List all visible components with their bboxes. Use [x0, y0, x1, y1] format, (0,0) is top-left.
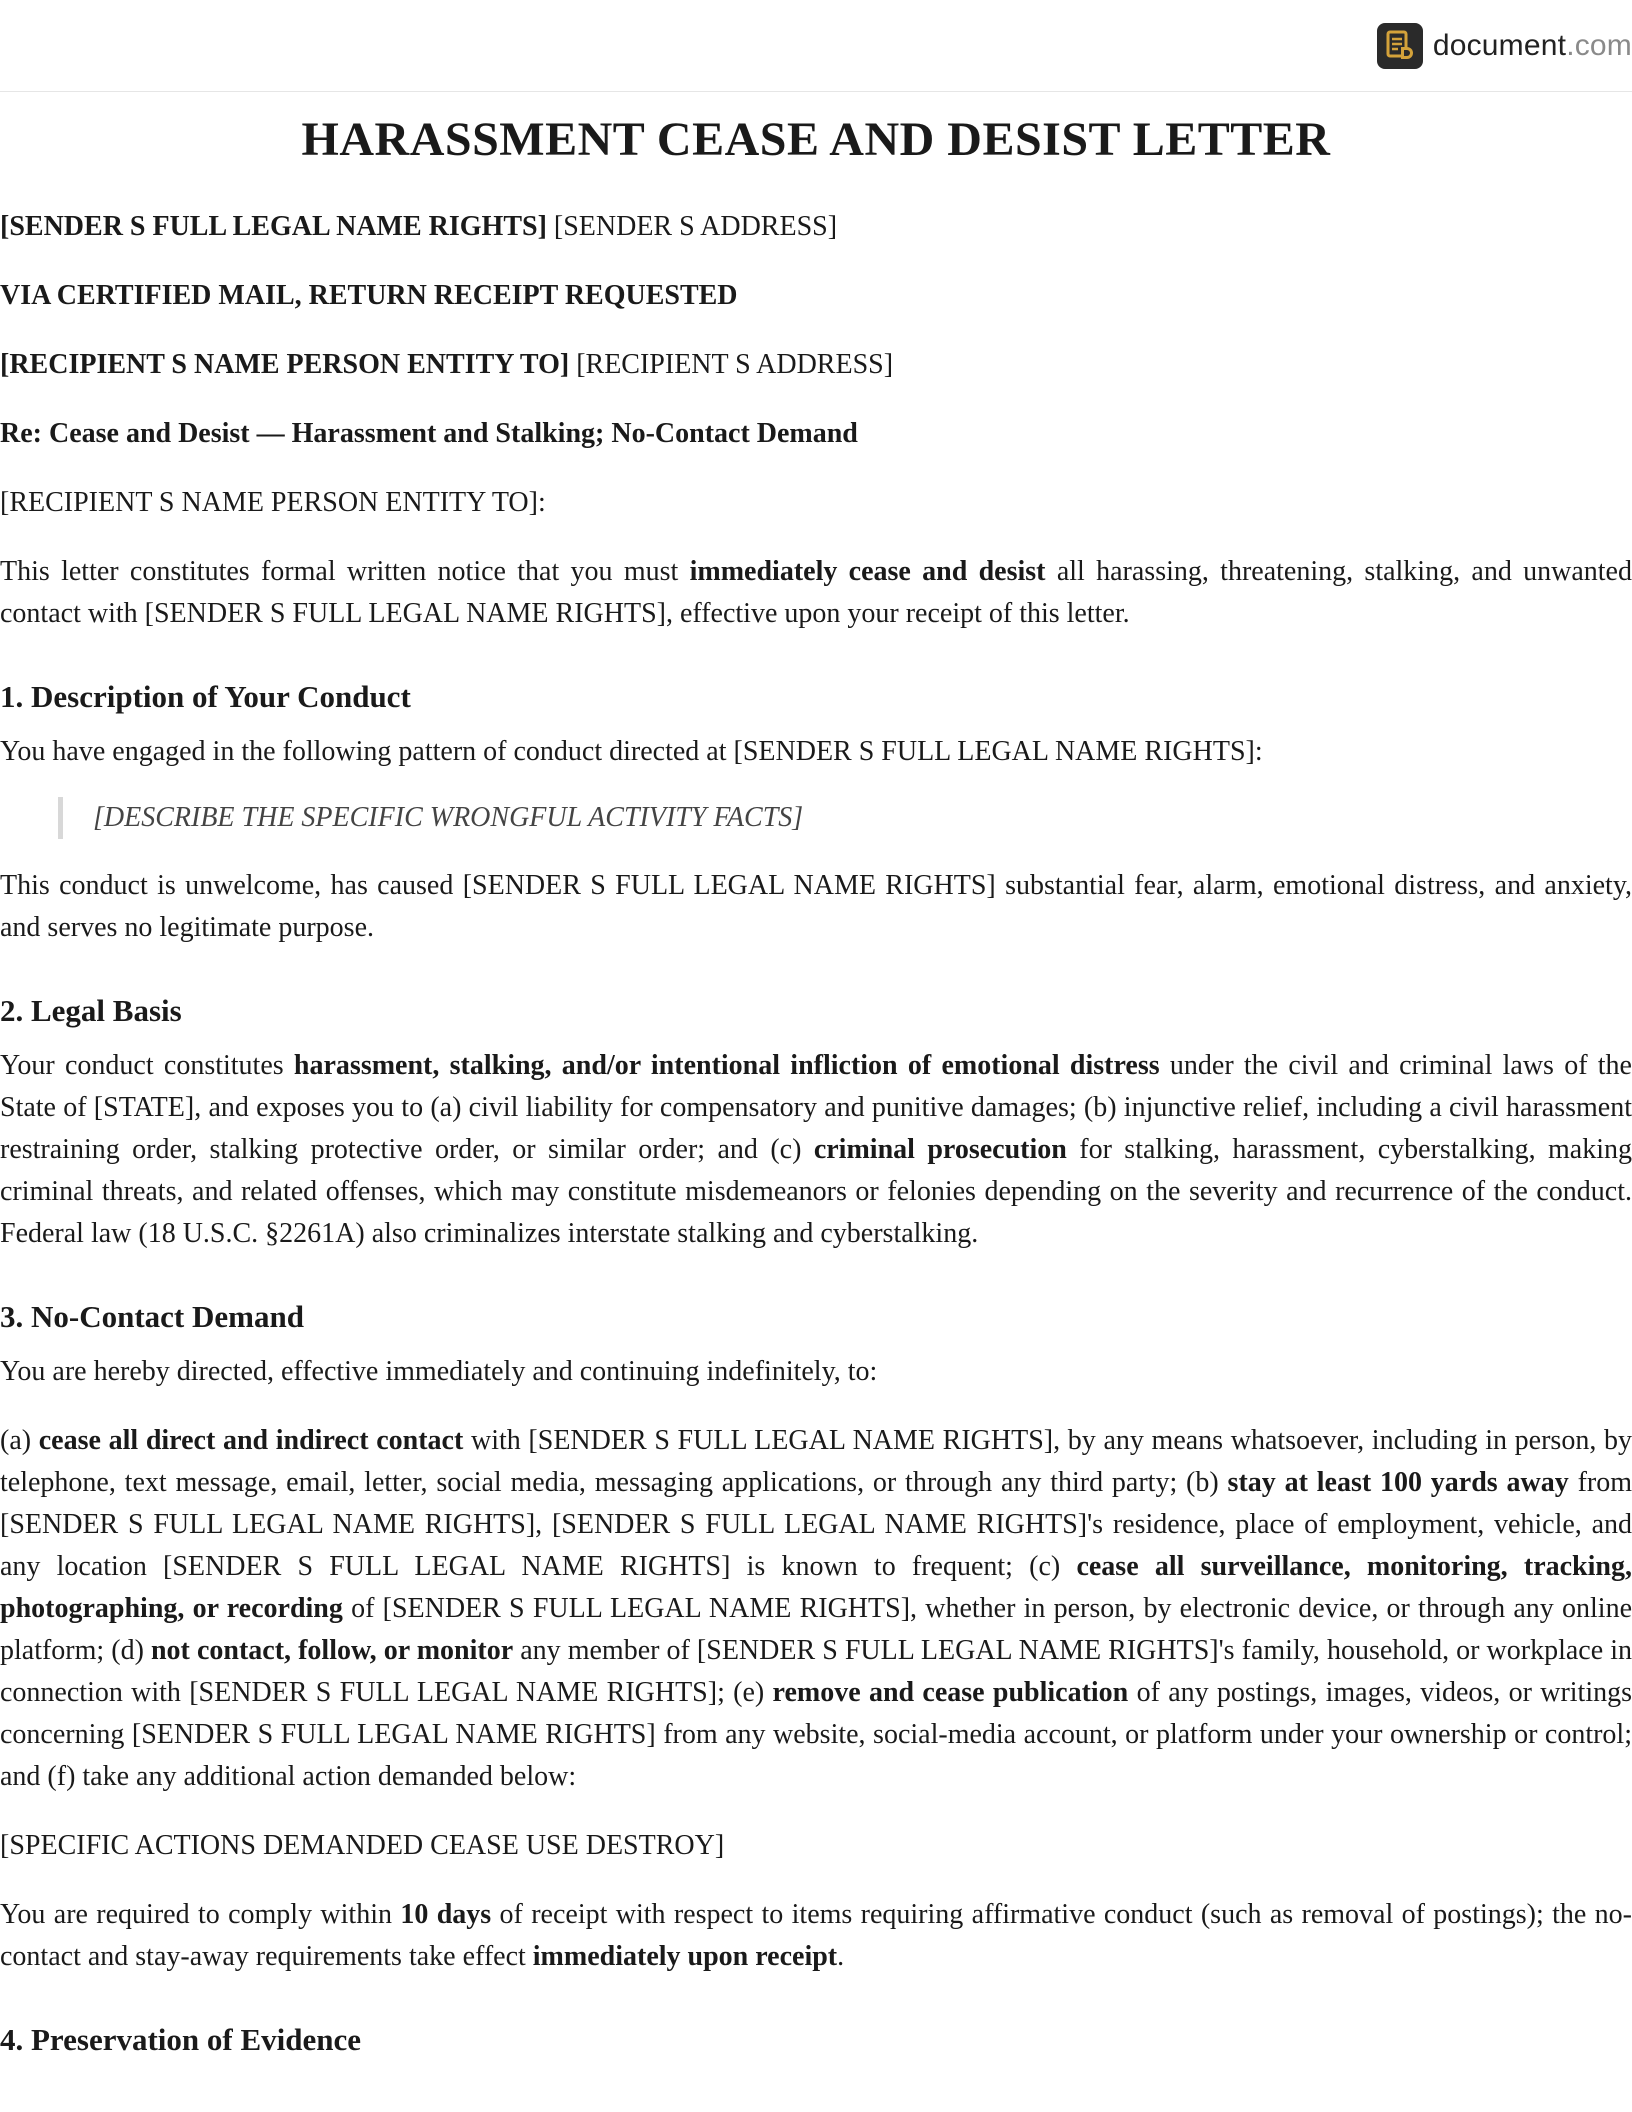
s3-text-6: of any postings, images, videos, or writings concerning [SENDER S FULL LEGAL NAME RIGHTS] from any website, social-media account, or platform under your ownership or control; and (f) take any additional action demanded below: [0, 1677, 1632, 1792]
intro-text-2: all harassing, threatening, stalking, and unwanted contact with [SENDER S FULL LEGAL NAME RIGHTS], effective upon your receipt of this letter. [0, 556, 1632, 629]
s3-text-1: (a) [0, 1425, 39, 1456]
section-heading-2: 2. Legal Basis [0, 993, 182, 1028]
conduct-blockquote: [DESCRIBE THE SPECIFIC WRONGFUL ACTIVITY FACTS] [58, 797, 1632, 839]
section3-lead: You are hereby directed, effective immediately and continuing indefinitely, to: [0, 1356, 878, 1387]
delivery-method [0, 275, 1632, 317]
recipient-name: [RECIPIENT S NAME PERSON ENTITY TO] [0, 349, 570, 380]
sender-block [0, 206, 1632, 248]
intro-bold-1: immediately cease and desist [689, 556, 1046, 587]
s3-comp-bold-1: 10 days [400, 1899, 492, 1930]
s3-bold-2: stay at least 100 yards away [1227, 1467, 1569, 1498]
intro-paragraph [0, 551, 1632, 635]
s2-bold-1: harassment, stalking, and/or intentional infliction of emotional distress [293, 1050, 1160, 1081]
s3-bold-5: remove and cease publication [772, 1677, 1129, 1708]
s3-text-4: of [SENDER S FULL LEGAL NAME RIGHTS], whether in person, by electronic device, or through any online platform; (d) [0, 1593, 1632, 1666]
s2-bold-2: criminal prosecution [813, 1134, 1067, 1165]
s3-comp-text-1: You are required to comply within [0, 1899, 401, 1930]
s3-text-5: any member of [SENDER S FULL LEGAL NAME RIGHTS]'s family, household, or workplace in connection with [SENDER S FULL LEGAL NAME RIGHTS]; (e) [0, 1635, 1632, 1708]
recipient-address: [RECIPIENT S ADDRESS] [569, 349, 894, 380]
brand-logo[interactable] [1377, 23, 1632, 69]
subject-line-text: Re: Cease and Desist — Harassment and Stalking; No-Contact Demand [0, 418, 858, 449]
intro-text-1: This letter constitutes formal written notice that you must [0, 556, 690, 587]
header-bar [0, 0, 1632, 92]
sender-name: [SENDER S FULL LEGAL NAME RIGHTS] [0, 211, 547, 242]
brand-name [1433, 29, 1632, 63]
s2-text-3: for stalking, harassment, cyberstalking, making criminal threats, and related offenses, which may constitute misdemeanors or felonies depending on the severity and recurrence of the conduct. Federal law (18 U.S.C. §2261A) also criminalizes interstate stalking and cyberstalking. [0, 1134, 1632, 1249]
section-heading-1: 1. Description of Your Conduct [0, 679, 411, 714]
section-heading-4: 4. Preservation of Evidence [0, 2022, 362, 2057]
letter-body [0, 108, 1632, 2062]
subject-line [0, 413, 1632, 455]
document-logo-icon [1377, 23, 1423, 69]
s3-bold-1: cease all direct and indirect contact [38, 1425, 464, 1456]
s2-text-2: under the civil and criminal laws of the State of [STATE], and exposes you to (a) civil liability for compensatory and punitive damages; (b) injunctive relief, including a civil harassment restraining order, stalking protective order, or similar order; and (c) [0, 1050, 1632, 1165]
delivery-method-text: VIA CERTIFIED MAIL, RETURN RECEIPT REQUESTED [0, 280, 738, 311]
section-heading-3: 3. No-Contact Demand [0, 1299, 304, 1334]
s3-bold-3: cease all surveillance, monitoring, tracking, photographing, or recording [0, 1551, 1632, 1624]
compliance-paragraph [0, 1894, 1632, 1978]
sender-address: [SENDER S ADDRESS] [546, 211, 838, 242]
section2-paragraph [0, 1045, 1632, 1255]
document-title: HARASSMENT CEASE AND DESIST LETTER [301, 113, 1331, 166]
section1-lead: You have engaged in the following pattern of conduct directed at [SENDER S FULL LEGAL NAME RIGHTS]: [0, 736, 1263, 767]
specific-actions-placeholder: [SPECIFIC ACTIONS DEMANDED CEASE USE DESTROY] [0, 1830, 725, 1861]
s3-text-3: from [SENDER S FULL LEGAL NAME RIGHTS], [SENDER S FULL LEGAL NAME RIGHTS]'s residence, place of employment, vehicle, and any location [SENDER S FULL LEGAL NAME RIGHTS] is known to frequent; (c) [0, 1467, 1632, 1582]
s3-bold-4: not contact, follow, or monitor [150, 1635, 514, 1666]
s3-comp-text-3: . [837, 1941, 845, 1972]
s3-text-2: with [SENDER S FULL LEGAL NAME RIGHTS], by any means whatsoever, including in person, by telephone, text message, email, letter, social media, messaging applications, or through any third party; (b) [0, 1425, 1632, 1498]
brand-name-suffix: .com [1566, 29, 1632, 62]
section1-follow: This conduct is unwelcome, has caused [SENDER S FULL LEGAL NAME RIGHTS] substantial fear, alarm, emotional distress, and anxiety, and serves no legitimate purpose. [0, 870, 1632, 943]
salutation: [RECIPIENT S NAME PERSON ENTITY TO]: [0, 487, 546, 518]
recipient-block [0, 344, 1632, 386]
section3-demands [0, 1420, 1632, 1798]
s2-text-1: Your conduct constitutes [0, 1050, 294, 1081]
s3-comp-text-2: of receipt with respect to items requiring affirmative conduct (such as removal of postings); the no-contact and stay-away requirements take effect [0, 1899, 1632, 1972]
s3-comp-bold-2: immediately upon receipt [532, 1941, 838, 1972]
brand-name-main: document [1432, 29, 1567, 62]
